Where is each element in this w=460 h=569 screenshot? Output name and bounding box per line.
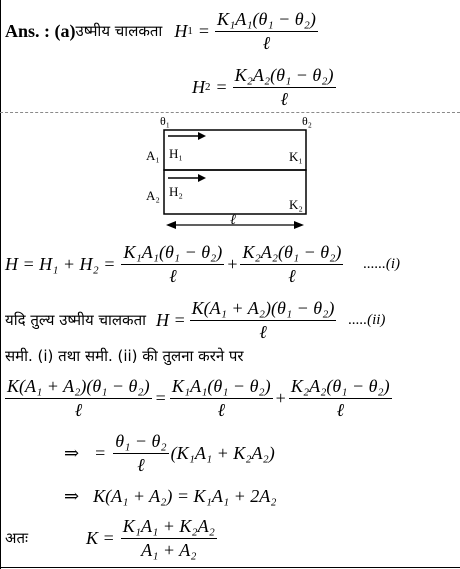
equation-5 xyxy=(64,482,276,510)
h1-fraction xyxy=(215,9,318,54)
a2-label: A₂ xyxy=(146,188,160,203)
eq1-term2-num: K₂A₂(θ₁ − θ₂) xyxy=(240,242,343,265)
eq2-num: K(A₁ + A₂)(θ₁ − θ₂) xyxy=(190,298,337,321)
length-arrowhead-right xyxy=(294,221,304,229)
bottom-border xyxy=(0,567,460,568)
eq4-num: θ₁ − θ₂ xyxy=(113,431,168,454)
eq3-term1-num: K₁A₁(θ₁ − θ₂) xyxy=(170,376,273,399)
compare-text: समी. (i) तथा समी. (ii) की तुलना करने पर xyxy=(5,347,244,365)
eq4-equals: = xyxy=(95,442,106,463)
h2-denominator: ℓ xyxy=(280,88,288,109)
eq3-left-num: K(A₁ + A₂)(θ₁ − θ₂) xyxy=(5,376,152,399)
eq1-plus: + xyxy=(227,253,238,274)
h1-arrowhead xyxy=(198,132,206,140)
eq1-term2 xyxy=(240,242,343,287)
eq5-text: K(A₁ + A₂) = K₁A₁ + 2A₂ xyxy=(93,485,277,506)
h2-equals: = xyxy=(216,76,227,97)
theta2-label: θ₂ xyxy=(302,114,312,128)
eq2-den: ℓ xyxy=(259,321,267,342)
equation-ii xyxy=(5,292,385,348)
equation-3 xyxy=(5,370,392,426)
slab-lower xyxy=(164,170,306,214)
h2-fraction xyxy=(233,65,336,110)
answer-h1-line xyxy=(5,4,318,58)
equation-i xyxy=(5,236,400,292)
eq2-tag: .....(ii) xyxy=(348,311,386,328)
h1-equals: = xyxy=(198,20,209,41)
final-den: A₁ + A₂ xyxy=(141,539,197,560)
eq5-arrow: ⇒ xyxy=(64,485,80,506)
k2-label: K₂ xyxy=(289,197,303,212)
h2-subscript: 2 xyxy=(205,81,211,93)
eq2-fraction xyxy=(190,298,337,343)
eq3-term1 xyxy=(170,376,273,421)
h2-symbol: H xyxy=(192,76,205,97)
eq1-term1-num: K₁A₁(θ₁ − θ₂) xyxy=(121,242,224,265)
eq3-left-den: ℓ xyxy=(74,399,83,420)
eq4-rest: (K₁A₁ + K₂A₂) xyxy=(170,442,275,463)
comparison-line xyxy=(5,344,244,368)
h1-denominator: ℓ xyxy=(262,32,271,53)
h1-subscript: 1 xyxy=(187,25,193,37)
final-num: K₁A₁ + K₂A₂ xyxy=(121,516,217,539)
eq1-term1 xyxy=(121,242,224,287)
eq3-term1-den: ℓ xyxy=(217,399,225,420)
section-divider xyxy=(0,112,460,113)
h2-arrowhead xyxy=(198,174,206,182)
length-label: ℓ xyxy=(230,213,236,228)
eq3-term2-num: K₂A₂(θ₁ − θ₂) xyxy=(289,376,392,399)
left-border xyxy=(0,0,1,569)
theta1-label: θ₁ xyxy=(160,114,170,128)
eq1-term2-den: ℓ xyxy=(288,265,296,286)
h2-numerator: K₂A₂(θ₁ − θ₂) xyxy=(233,65,336,88)
eq1-lhs: H = H₁ + H₂ = xyxy=(5,253,116,274)
h2-label: H₂ xyxy=(169,184,183,199)
h1-numerator: K₁A₁(θ₁ − θ₂) xyxy=(215,9,318,32)
eq4-den: ℓ xyxy=(137,454,145,475)
final-label: अतः xyxy=(5,529,29,547)
h1-symbol: H xyxy=(174,20,188,41)
final-lhs: K = xyxy=(86,527,115,548)
eq1-tag: ......(i) xyxy=(363,255,400,272)
eq4-fraction xyxy=(113,431,168,476)
eq3-term2 xyxy=(289,376,392,421)
eq4-arrow: ⇒ xyxy=(64,442,80,463)
eq3-term2-den: ℓ xyxy=(336,399,344,420)
length-arrowhead-left xyxy=(166,221,176,229)
eq3-plus: + xyxy=(275,387,286,408)
final-fraction xyxy=(121,516,217,561)
answer-h2-line xyxy=(192,60,336,114)
equation-4 xyxy=(64,426,275,480)
eq1-term1-den: ℓ xyxy=(169,265,177,286)
answer-heading: उष्मीय चालकता xyxy=(75,22,163,40)
k1-label: K₁ xyxy=(289,149,303,164)
eq2-text: यदि तुल्य उष्मीय चालकता xyxy=(5,311,147,329)
a1-label: A₁ xyxy=(146,148,160,163)
answer-prefix: Ans. : (a) xyxy=(5,20,76,41)
eq3-left xyxy=(5,376,152,421)
h1-label: H₁ xyxy=(169,146,183,161)
eq3-equals: = xyxy=(155,387,166,408)
eq2-lhs: H = xyxy=(156,309,186,330)
final-result xyxy=(5,510,217,566)
